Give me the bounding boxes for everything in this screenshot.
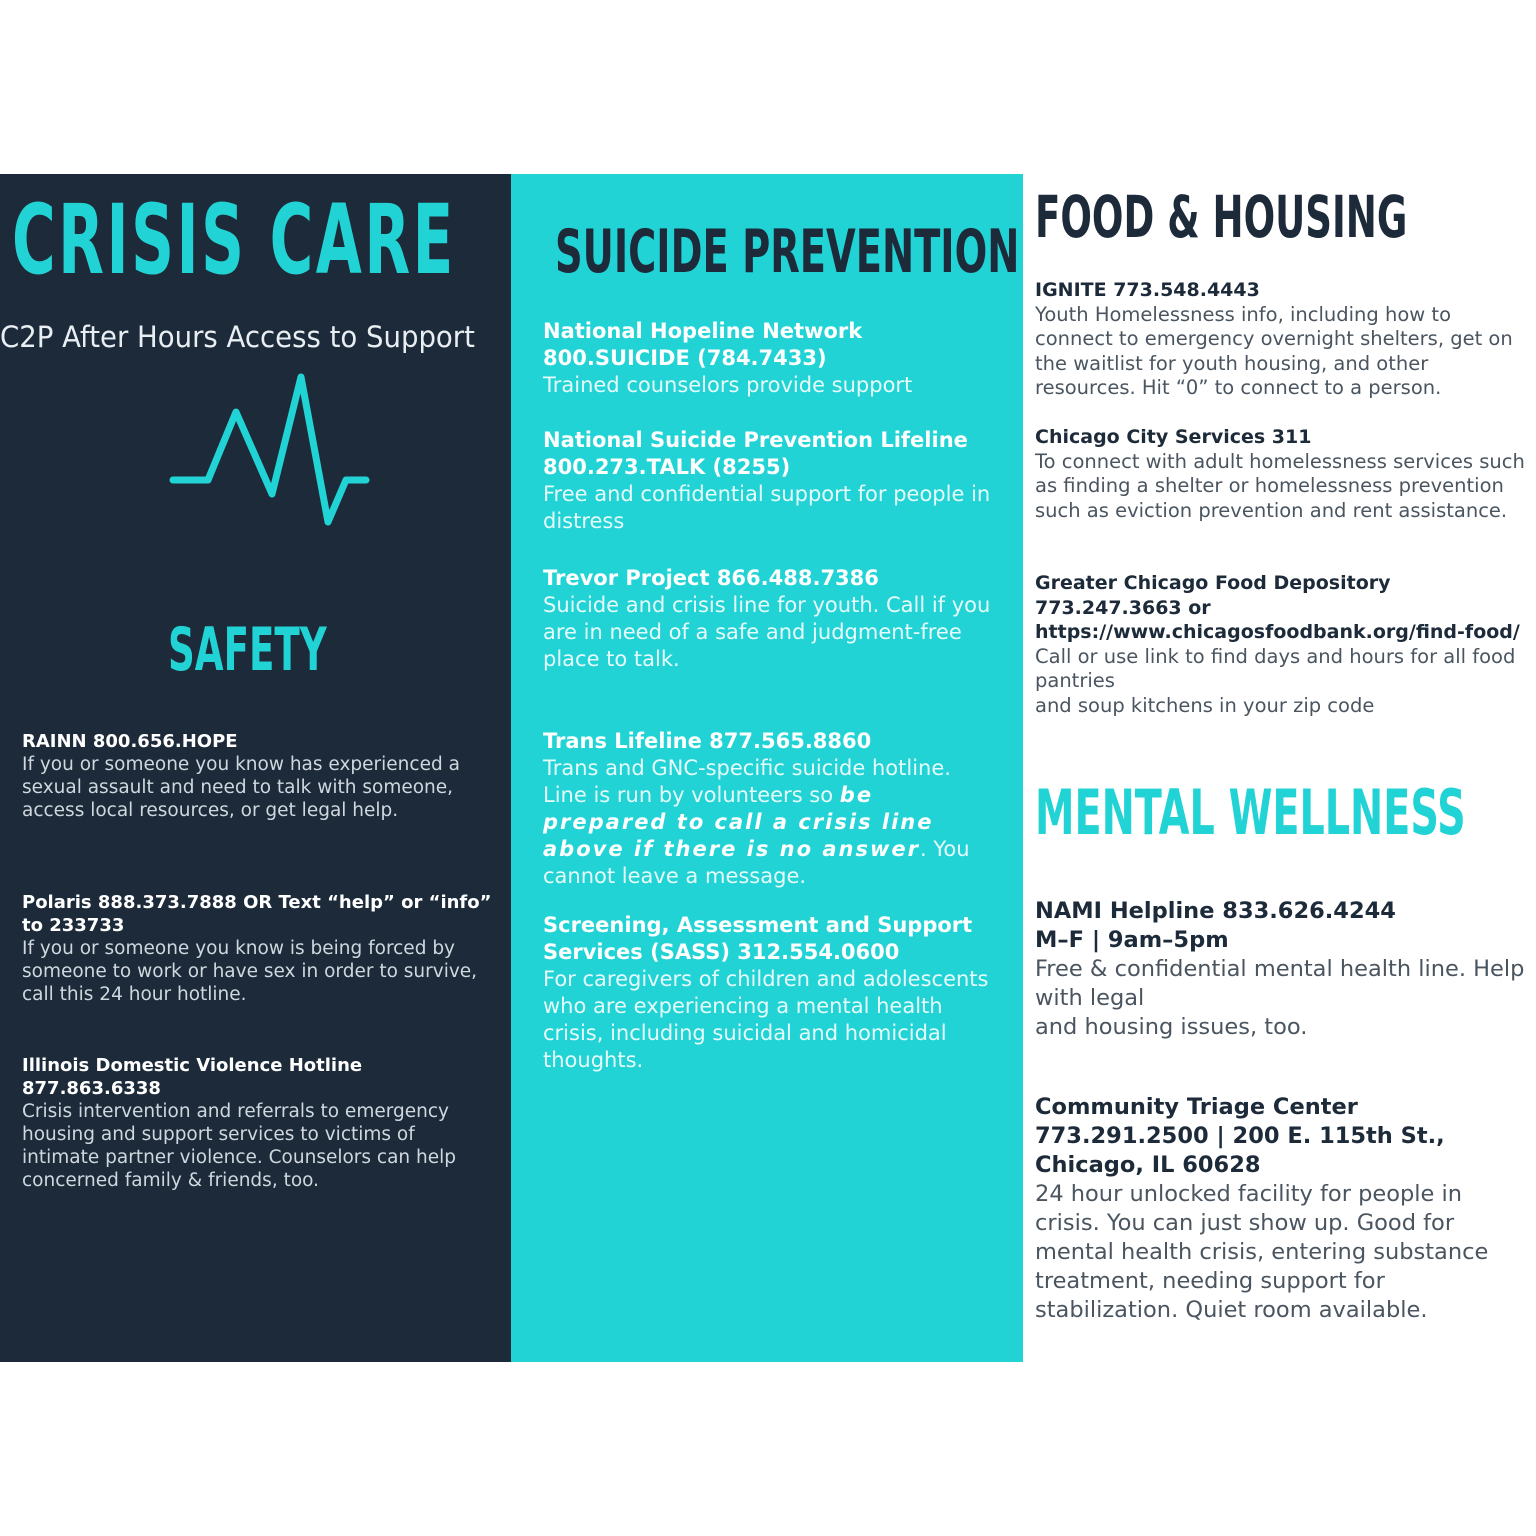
entry-heading: Community Triage Center bbox=[1035, 1094, 1358, 1120]
entry-description: Youth Homelessness info, including how to connect to emergency overnight shelters, get on the waitlist for youth housing, and other resources. Hit “0” to connect to a person. bbox=[1035, 302, 1513, 399]
entry-heading: National Hopeline Network bbox=[543, 319, 863, 343]
entry-phone-address: 773.291.2500 | 200 E. 115th St., bbox=[1035, 1123, 1445, 1149]
entry-description: Crisis intervention and referrals to emergency housing and support services to victims of intimate partner violence. Counselors can help concerned family & friends, too. bbox=[22, 1101, 457, 1191]
entry-description: and housing issues, too. bbox=[1035, 1014, 1308, 1040]
entry-heading: Greater Chicago Food Depository bbox=[1035, 572, 1391, 594]
entry-heading: Screening, Assessment and Support Services (SASS) 312.554.0600 bbox=[543, 913, 973, 964]
entry-phone: 800.SUICIDE (784.7433) bbox=[543, 346, 827, 370]
food-depository-link[interactable]: https://www.chicagosfoodbank.org/find-food/ bbox=[1035, 621, 1520, 643]
entry-description: Call or use link to find days and hours for all food pantries bbox=[1035, 644, 1516, 692]
ignite-entry bbox=[1035, 278, 1530, 401]
food-depository-entry bbox=[1035, 571, 1530, 718]
entry-description bbox=[543, 755, 993, 890]
suicide-prevention-title: SUICIDE PREVENTION bbox=[555, 217, 1020, 287]
entry-heading: Trans Lifeline 877.565.8860 bbox=[543, 729, 872, 753]
entry-heading: NAMI Helpline 833.626.4244 bbox=[1035, 898, 1396, 924]
trans-lifeline-entry bbox=[543, 728, 993, 890]
mental-wellness-title: MENTAL WELLNESS bbox=[1035, 776, 1466, 849]
crisis-care-panel bbox=[0, 174, 511, 1362]
description-text: Trans and GNC-specific suicide hotline. Line is run by volunteers so bbox=[543, 756, 951, 807]
sass-entry bbox=[543, 912, 993, 1074]
entry-description: and soup kitchens in your zip code bbox=[1035, 693, 1375, 717]
entry-description: 24 hour unlocked facility for people in crisis. You can just show up. Good for mental health crisis, entering substance treatment, needing support for stabilization. Quiet room available. bbox=[1035, 1181, 1489, 1323]
food-housing-mental-wellness-panel bbox=[1023, 174, 1536, 1362]
domestic-violence-entry bbox=[22, 1054, 497, 1192]
entry-description: If you or someone you know is being forced by someone to work or have sex in order to survive, call this 24 hour hotline. bbox=[22, 938, 478, 1005]
heartbeat-pulse-icon bbox=[168, 372, 372, 532]
page-title: CRISIS CARE bbox=[12, 184, 456, 296]
trevor-project-entry bbox=[543, 565, 993, 673]
entry-heading: Polaris 888.373.7888 OR Text “help” or “info” to 233733 bbox=[22, 892, 492, 936]
entry-heading: Trevor Project 866.488.7386 bbox=[543, 566, 879, 590]
entry-description: For caregivers of children and adolescents who are experiencing a mental health crisis, including suicidal and homicidal thoughts. bbox=[543, 967, 989, 1072]
entry-description: If you or someone you know has experienced a sexual assault and need to talk with someone, access local resources, or get legal help. bbox=[22, 754, 460, 821]
suicide-prevention-panel bbox=[511, 174, 1023, 1362]
entry-heading: RAINN 800.656.HOPE bbox=[22, 731, 238, 752]
entry-description: Free & confidential mental health line. Help with legal bbox=[1035, 956, 1525, 1011]
entry-description: To connect with adult homelessness services such as finding a shelter or homelessness prevention such as eviction prevention and rent assistance. bbox=[1035, 449, 1525, 522]
polaris-entry bbox=[22, 891, 497, 1006]
entry-hours: M–F | 9am–5pm bbox=[1035, 927, 1229, 953]
entry-heading: Chicago City Services 311 bbox=[1035, 426, 1312, 448]
city-services-entry bbox=[1035, 425, 1530, 523]
triage-center-entry bbox=[1035, 1093, 1530, 1325]
entry-phone: 800.273.TALK (8255) bbox=[543, 455, 791, 479]
food-housing-title: FOOD & HOUSING bbox=[1035, 183, 1408, 251]
description-text: . You cannot leave a message. bbox=[543, 837, 970, 888]
entry-heading: National Suicide Prevention Lifeline bbox=[543, 428, 968, 452]
entry-heading: Illinois Domestic Violence Hotline 877.863.6338 bbox=[22, 1055, 363, 1099]
entry-description: Trained counselors provide support bbox=[543, 373, 913, 397]
entry-description: Free and confidential support for people in distress bbox=[543, 482, 991, 533]
nami-entry bbox=[1035, 897, 1530, 1042]
lifeline-entry bbox=[543, 427, 993, 535]
entry-heading: IGNITE 773.548.4443 bbox=[1035, 279, 1260, 301]
safety-section-title: SAFETY bbox=[168, 615, 327, 685]
entry-phone: 773.247.3663 or bbox=[1035, 596, 1211, 619]
rainn-entry bbox=[22, 730, 497, 822]
page-subtitle: C2P After Hours Access to Support bbox=[0, 320, 475, 354]
entry-description: Suicide and crisis line for youth. Call if you are in need of a safe and judgment-free place to talk. bbox=[543, 593, 991, 671]
entry-city: Chicago, IL 60628 bbox=[1035, 1152, 1261, 1178]
emphasis-text: be prepared to call a crisis line above if there is no answer bbox=[543, 783, 934, 861]
hopeline-entry bbox=[543, 318, 993, 399]
